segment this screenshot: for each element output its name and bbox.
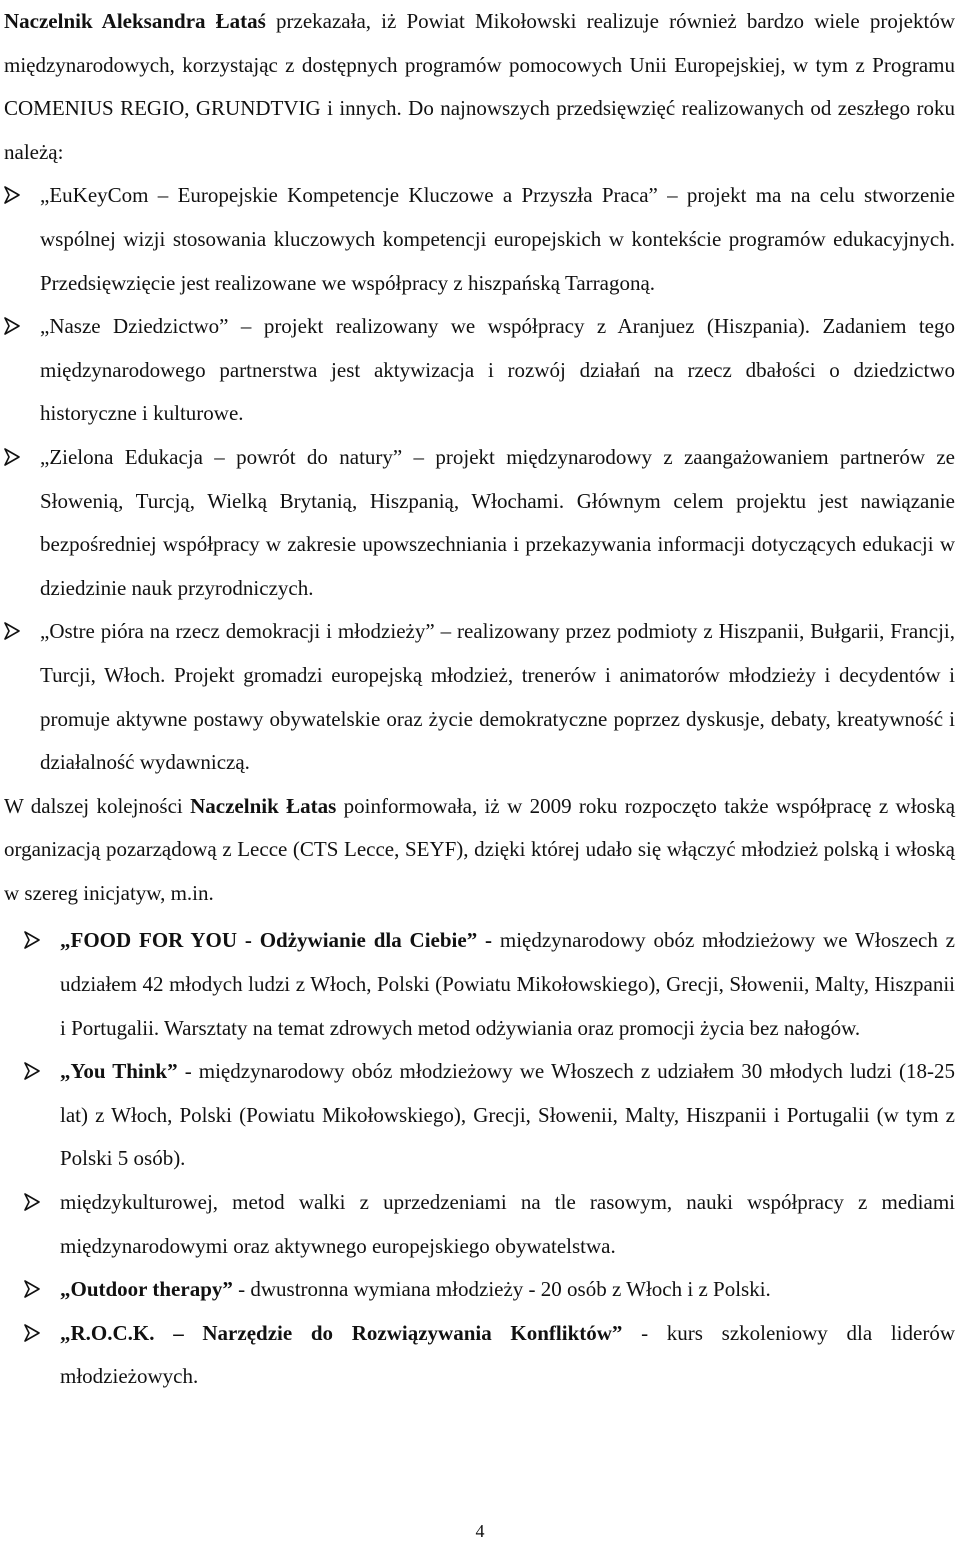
list-item [4,174,955,305]
initiative-text [60,1312,955,1399]
list-item [4,1268,955,1312]
initiative-list [4,919,955,1399]
initiative-title: „Outdoor therapy” [60,1277,233,1302]
arrowhead-bullet-icon [4,448,20,466]
intro-text: przekazała, iż Powiat Mikołowski realizuje również bardzo wiele projektów międzynarodowych, korzystając z dostępnych programów pomocowych Unii Europejskiej, w tym z Programu COMENIUS REGIO, GRUNDTVIG i innych. Do najnowszych przedsięwzięć realizowanych od zeszłego roku należą: [4,9,955,164]
initiative-description: międzynarodowy obóz młodzieżowy we Włoszech z udziałem 42 młodych ludzi z Włoch, Polski (Powiatu Mikołowskiego), Grecji, Słowenii, Malty, Hiszpanii i Portugalii. Warsztaty na temat zdrowych metod odżywiania oraz promocji życia bez nałogów. [60,928,955,1040]
paragraph2-text-after: poinformowała, iż w 2009 roku rozpoczęto także współpracę z włoską organizacją pozarządową z Lecce (CTS Lecce, SEYF), dzięki której udało się włączyć młodzież polską i włoską w szereg inicjatyw, m.in. [4,793,956,905]
initiative-text [60,1050,955,1181]
list-item [4,1050,955,1181]
arrowhead-bullet-icon [4,186,20,204]
project-list [4,174,955,784]
arrowhead-bullet-icon [24,1193,40,1211]
project-text: „Ostre pióra na rzecz demokracji i młodzieży” – realizowany przez podmioty z Hiszpanii, Bułgarii, Francji, Turcji, Włoch. Projekt gromadzi europejską młodzież, trenerów i animatorów młodzieży i decydentów i promuje aktywne postawy obywatelskie oraz życie demokratyczne poprzez dyskusje, debaty, kreatywność i działalność wydawniczą. [40,619,955,775]
intro-paragraph [4,0,955,174]
list-item [4,436,955,610]
project-text: „EuKeyCom – Europejskie Kompetencje Kluczowe a Przyszła Praca” – projekt ma na celu stworzenie wspólnej wizji stosowania kluczowych kompetencji europejskich w kontekście programów edukacyjnych. Przedsięwzięcie jest realizowane we współpracy z hiszpańską Tarragoną. [40,183,955,295]
project-text: „Zielona Edukacja – powrót do natury” – projekt międzynarodowy z zaangażowaniem partnerów ze Słowenią, Turcją, Wielką Brytanią, Hiszpanią, Włochami. Głównym celem projektu jest nawiązanie bezpośredniej współpracy w zakresie upowszechniania i przekazywania informacji dotyczących edukacji w dziedzinie nauk przyrodniczych. [40,444,955,600]
initiative-description: - międzynarodowy obóz młodzieżowy we Włoszech z udziałem 30 młodych ludzi (18-25 lat) z Włoch, Polski (Powiatu Mikołowskiego), Grecji, Słowenii, Malty, Hiszpanii i Portugalii (w tym z Polski 5 osób). [60,1059,955,1171]
initiative-title: „FOOD FOR YOU - Odżywianie dla Ciebie” - [60,928,493,953]
intro-name: Naczelnik Aleksandra Łataś [4,9,266,33]
initiative-description: międzykulturowej, metod walki z uprzedzeniami na tle rasowym, nauki współpracy z mediami międzynarodowymi oraz aktywnego europejskiego obywatelstwa. [60,1190,955,1258]
initiative-description: - kurs szkoleniowy dla liderów młodzieżowych. [60,1320,955,1389]
arrowhead-bullet-icon [4,622,20,640]
arrowhead-bullet-icon [24,1062,40,1080]
arrowhead-bullet-icon [4,317,20,335]
list-item [4,1181,955,1268]
arrowhead-bullet-icon [24,1324,40,1342]
initiative-text [60,1181,955,1268]
initiative-description: - dwustronna wymiana młodzieży - 20 osób z Włoch i z Polski. [232,1277,771,1302]
project-text: „Nasze Dziedzictwo” – projekt realizowany we współpracy z Aranjuez (Hiszpania). Zadaniem tego międzynarodowego partnerstwa jest aktywizacja i rozwój działań na rzecz dbałości o dziedzictwo historyczne i kulturowe. [40,314,955,426]
paragraph2-text-before: W dalszej kolejności [4,793,191,818]
list-item [4,305,955,436]
list-item [4,919,955,1050]
arrowhead-bullet-icon [24,1280,40,1298]
second-paragraph [4,785,955,916]
page-number: 4 [475,1521,485,1541]
paragraph2-name: Naczelnik Łatas [190,793,337,818]
initiative-title: „You Think” [60,1059,178,1084]
arrowhead-bullet-icon [24,931,40,949]
list-item [4,1312,955,1399]
initiative-text [60,1268,955,1312]
document-page [4,0,955,1399]
list-item [4,610,955,784]
initiative-title: „R.O.C.K. – Narzędzie do Rozwiązywania Konfliktów” [60,1320,623,1345]
initiative-text [60,919,955,1050]
